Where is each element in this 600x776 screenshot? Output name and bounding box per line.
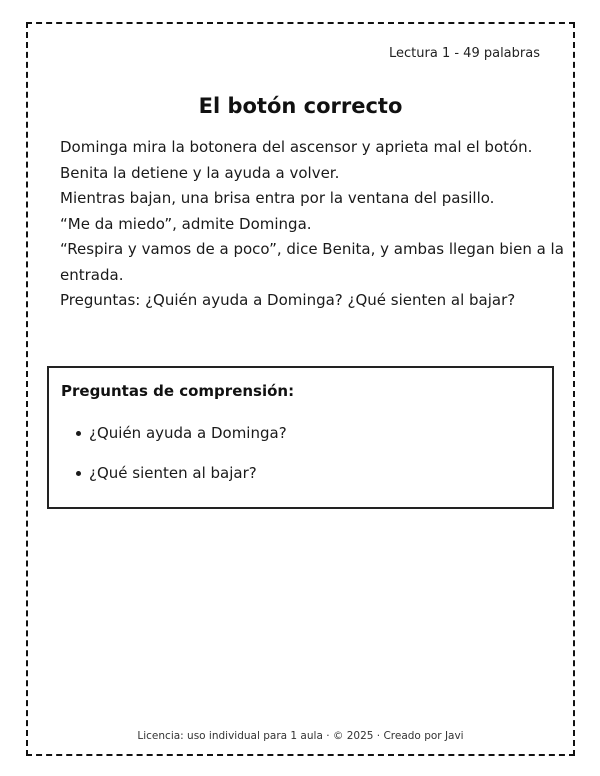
license-footer: Licencia: uso individual para 1 aula · © 2025 · Creado por Javi	[137, 730, 464, 742]
reading-line: Benita la detiene y la ayuda a volver.	[60, 163, 340, 182]
questions-list	[49, 423, 287, 503]
reading-line: entrada.	[60, 265, 124, 284]
reading-line: “Me da miedo”, admite Dominga.	[60, 214, 312, 233]
page-frame	[26, 22, 575, 756]
bullet-icon	[76, 471, 81, 476]
question-text: ¿Quién ayuda a Dominga?	[89, 424, 287, 442]
reading-title: El botón correcto	[198, 94, 403, 118]
question-item	[49, 423, 287, 463]
questions-heading: Preguntas de comprensión:	[61, 382, 295, 400]
comprehension-questions-box	[47, 366, 554, 509]
question-item	[49, 463, 287, 503]
word-count-label: Lectura 1 - 49 palabras	[389, 46, 540, 61]
question-text: ¿Qué sienten al bajar?	[89, 464, 257, 482]
bullet-icon	[76, 431, 81, 436]
reading-line: Preguntas: ¿Quién ayuda a Dominga? ¿Qué sienten al bajar?	[60, 291, 516, 309]
reading-body	[60, 135, 564, 314]
reading-line: Mientras bajan, una brisa entra por la ventana del pasillo.	[60, 189, 495, 207]
reading-line: Dominga mira la botonera del ascensor y aprieta mal el botón.	[60, 138, 533, 156]
reading-line: “Respira y vamos de a poco”, dice Benita, y ambas llegan bien a la	[60, 240, 564, 258]
